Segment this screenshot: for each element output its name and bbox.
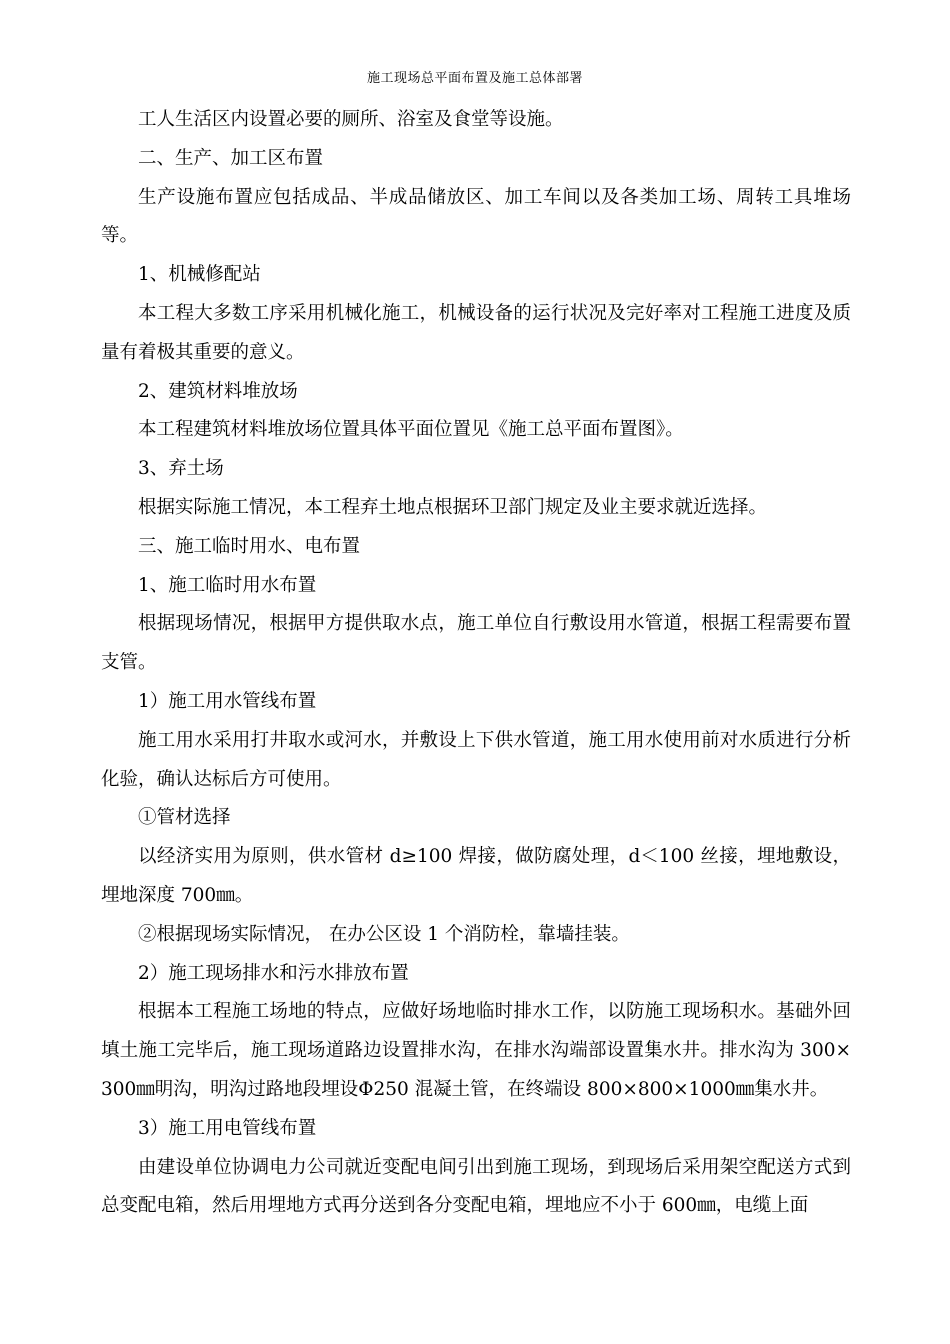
paragraph: 本工程大多数工序采用机械化施工，机械设备的运行状况及完好率对工程施工进度及质量有着极其重要的意义。 xyxy=(101,302,851,363)
subsection-heading: 1、施工临时用水布置 xyxy=(138,574,317,596)
subsection-heading: 1、机械修配站 xyxy=(138,264,261,286)
paragraph: 施工用水采用打井取水或河水，并敷设上下供水管道，施工用水使用前对水质进行分析化验，确认达标后方可使用。 xyxy=(101,729,851,790)
paragraph: 由建设单位协调电力公司就近变配电间引出到施工现场，到现场后采用架空配送方式到总变配电箱，然后用埋地方式再分送到各分变配电箱，埋地应不小于 600㎜，电缆上面 xyxy=(101,1156,851,1217)
paragraph: 根据实际施工情况，本工程弃土地点根据环卫部门规定及业主要求就近选择。 xyxy=(138,496,768,518)
paragraph: 以经济实用为原则，供水管材 d≥100 焊接，做防腐处理，d＜100 丝接，埋地敷设，埋地深度 700㎜。 xyxy=(101,846,851,906)
document-body xyxy=(101,101,851,1226)
paragraph: 根据本工程施工场地的特点，应做好场地临时排水工作，以防施工现场积水。基础外回填土施工完毕后，施工现场道路边设置排水沟，在排水沟端部设置集水井。排水沟为 300×300㎜明沟，明沟过路地段埋设Φ250 混凝土管，在终端设 800×800×1000㎜集水井。 xyxy=(101,1001,851,1100)
page-header: 施工现场总平面布置及施工总体部署 xyxy=(366,71,583,86)
subsection-heading: 2、建筑材料堆放场 xyxy=(138,380,298,402)
paragraph: ②根据现场实际情况， 在办公区设 1 个消防栓，靠墙挂装。 xyxy=(138,923,630,945)
subsection-heading: 1）施工用水管线布置 xyxy=(138,690,317,712)
section-heading: 二、生产、加工区布置 xyxy=(138,147,324,169)
section-heading: 三、施工临时用水、电布置 xyxy=(138,535,361,557)
paragraph: 工人生活区内设置必要的厕所、浴室及食堂等设施。 xyxy=(138,109,564,130)
paragraph: 生产设施布置应包括成品、半成品储放区、加工车间以及各类加工场、周转工具堆场等。 xyxy=(101,186,851,247)
subsection-heading: 2）施工现场排水和污水排放布置 xyxy=(138,962,409,984)
subsection-heading: 3）施工用电管线布置 xyxy=(138,1117,317,1139)
paragraph: 本工程建筑材料堆放场位置具体平面位置见《施工总平面布置图》。 xyxy=(138,419,684,441)
subsection-heading: 3、弃土场 xyxy=(138,458,224,480)
paragraph: 根据现场情况，根据甲方提供取水点，施工单位自行敷设用水管道，根据工程需要布置支管。 xyxy=(101,613,851,674)
item-heading: ①管材选择 xyxy=(138,807,231,829)
